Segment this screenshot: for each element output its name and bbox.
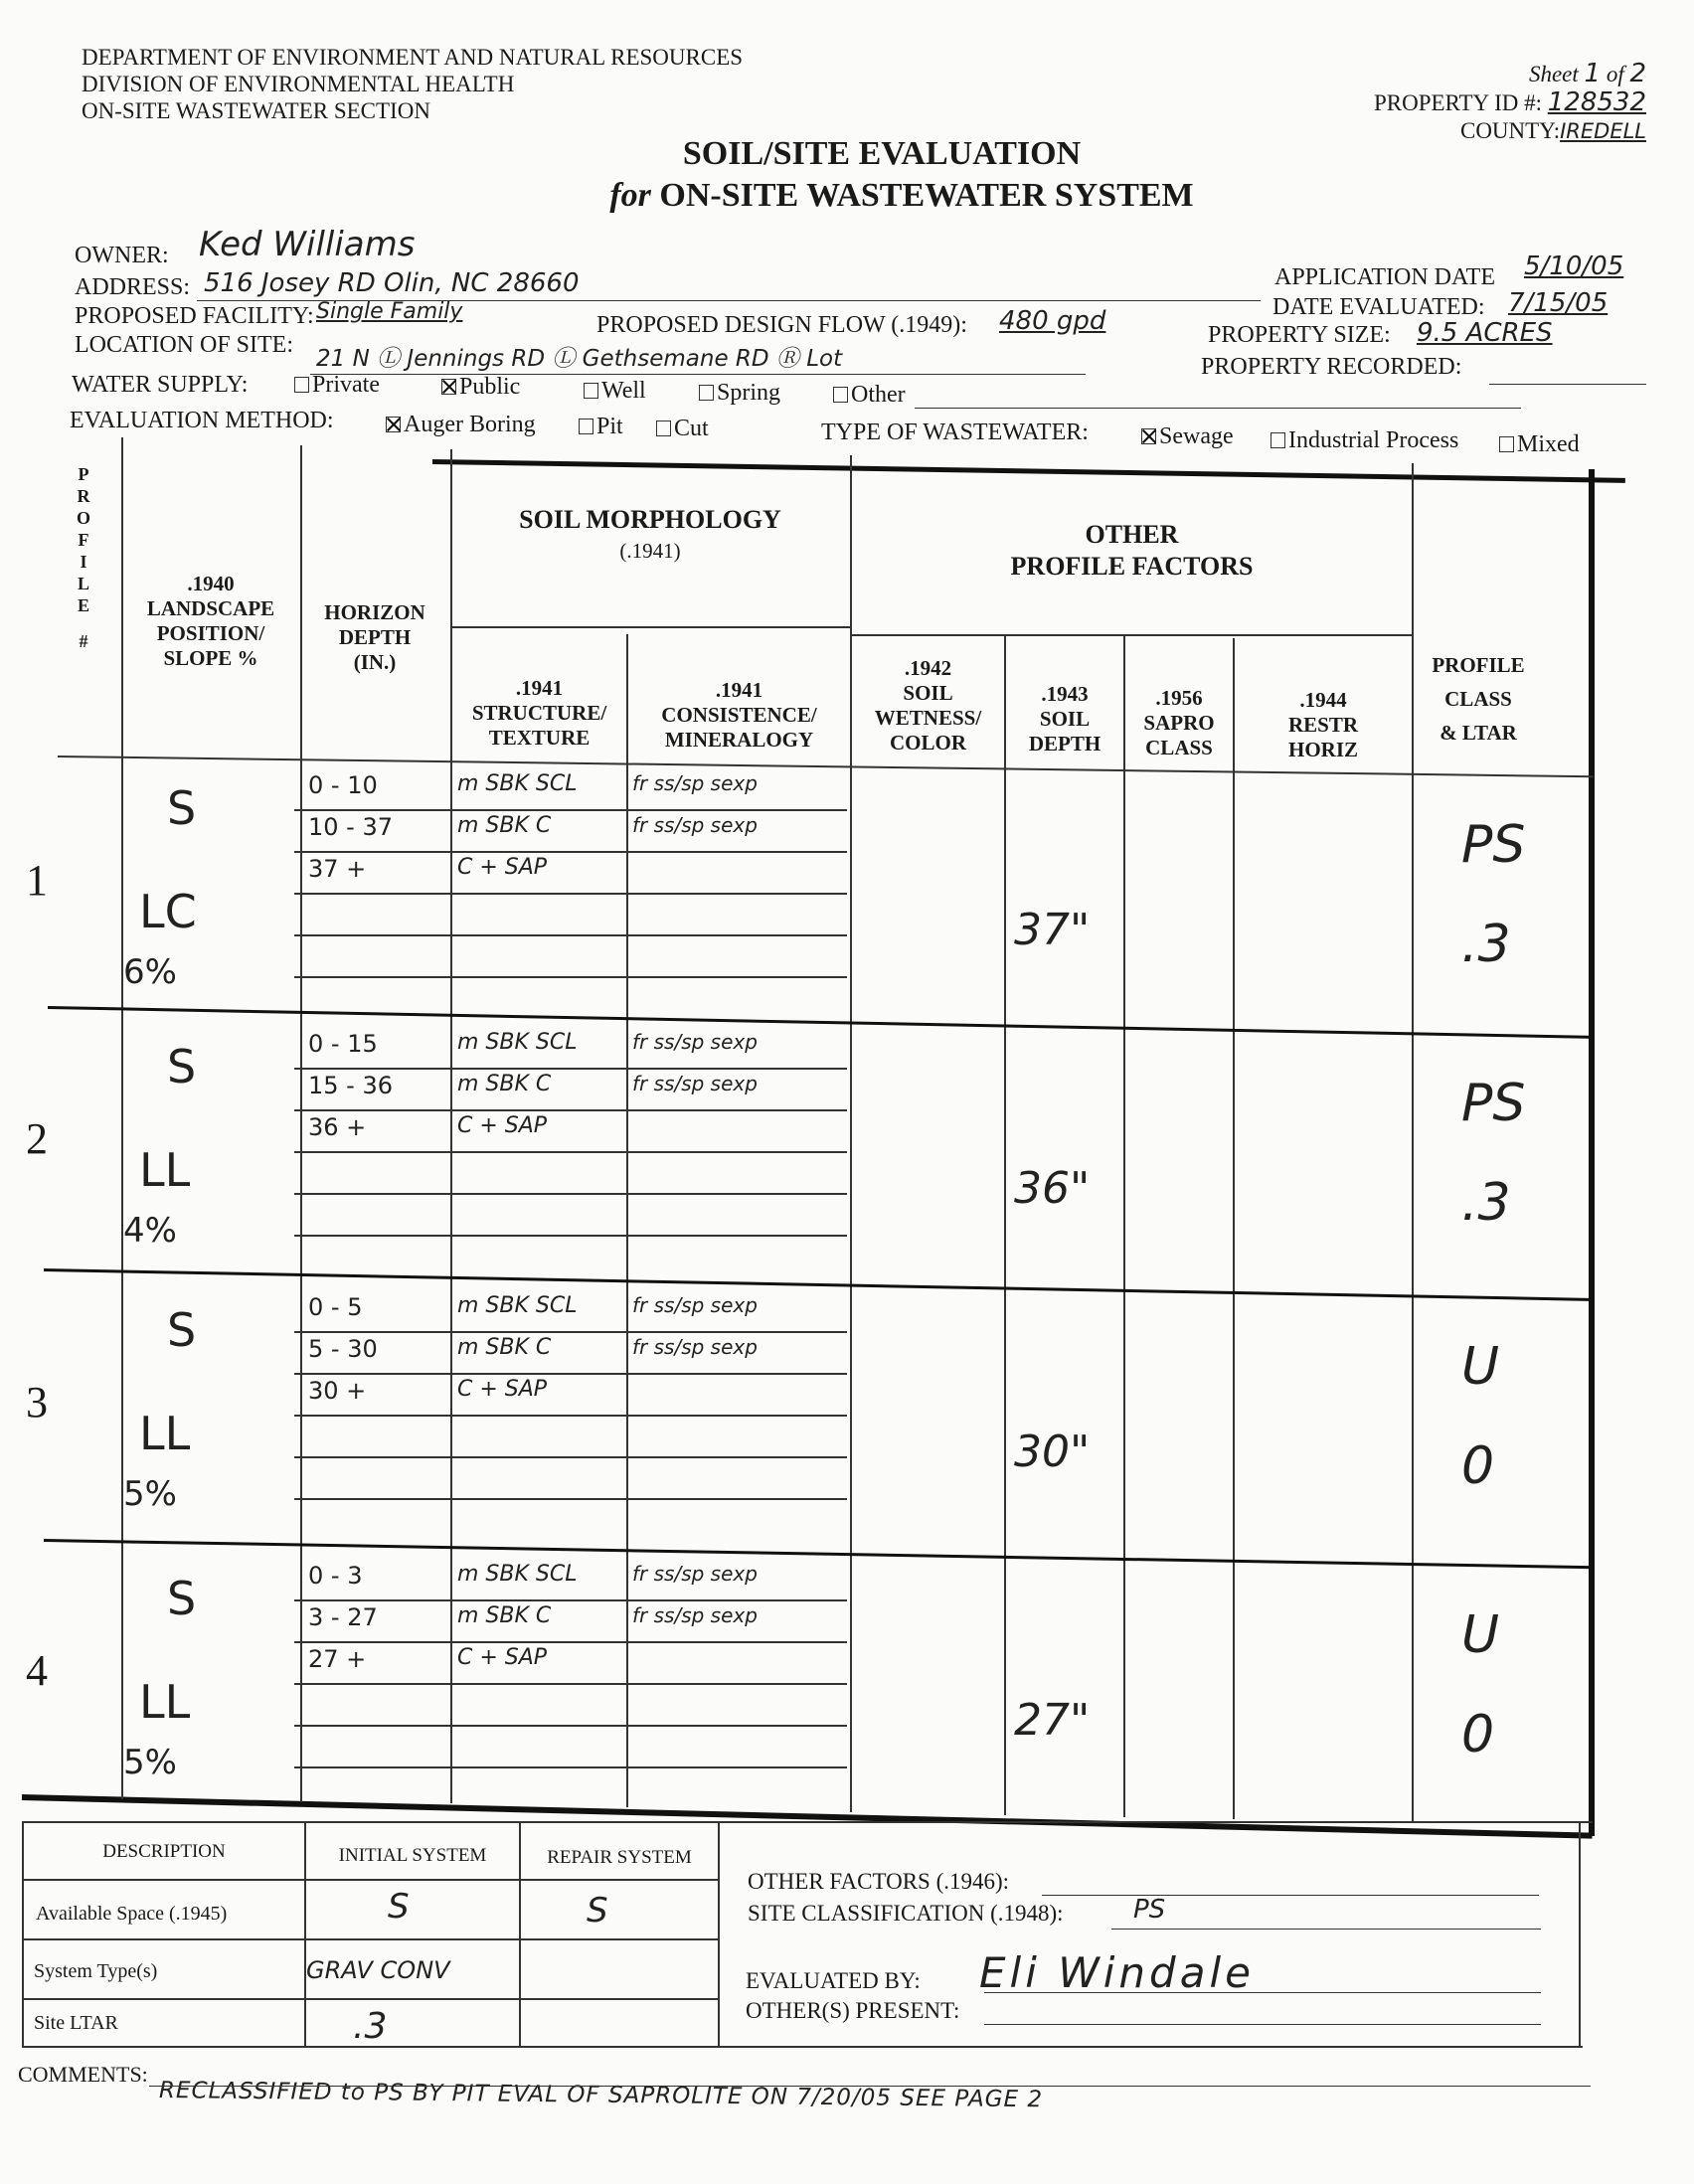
agency-line2: DIVISION OF ENVIRONMENTAL HEALTH bbox=[82, 72, 515, 96]
landform[interactable]: LL bbox=[139, 1675, 191, 1729]
ww-industrial[interactable] bbox=[1270, 427, 1458, 454]
checkbox[interactable] bbox=[699, 385, 714, 401]
water-public-label: Public bbox=[459, 374, 521, 400]
horizon-depth[interactable]: 0 - 3 bbox=[308, 1562, 363, 1590]
location-value[interactable]: 21 N Ⓛ Jennings RD Ⓛ Gethsemane RD Ⓡ Lot bbox=[316, 346, 843, 372]
form-subtitle-for: for bbox=[609, 177, 651, 214]
location-label: LOCATION OF SITE: bbox=[75, 332, 293, 358]
sheet-total: 2 bbox=[1629, 59, 1646, 88]
profile-number: 1 bbox=[26, 856, 48, 905]
facility-value[interactable]: Single Family bbox=[316, 299, 463, 324]
horizon-depth[interactable]: 27 + bbox=[308, 1645, 367, 1673]
county-value: IREDELL bbox=[1560, 119, 1646, 143]
summary-row-desc: Available Space (.1945) bbox=[36, 1903, 228, 1925]
table-top-rule bbox=[432, 459, 1625, 483]
ww-sewage-label: Sewage bbox=[1159, 423, 1234, 449]
other-factors-underline[interactable] bbox=[1042, 1895, 1539, 1896]
restr-header: .1944 RESTR HORIZ bbox=[1287, 688, 1359, 761]
eval-cut-label: Cut bbox=[674, 416, 709, 441]
horizon-depth[interactable]: 0 - 15 bbox=[308, 1030, 378, 1058]
checkbox[interactable] bbox=[294, 377, 309, 393]
consistence-mineralogy[interactable]: fr ss/sp sexp bbox=[632, 1562, 758, 1586]
application-date-label: APPLICATION DATE bbox=[1274, 264, 1495, 290]
slope-percent[interactable]: 5% bbox=[123, 1743, 177, 1782]
header-rule bbox=[850, 634, 1412, 636]
horizon-row-line bbox=[294, 976, 847, 978]
horizon-depth[interactable]: 15 - 36 bbox=[308, 1072, 393, 1099]
site-class-value[interactable]: PS bbox=[1133, 1895, 1166, 1925]
profile-header-label: PROFILE bbox=[77, 464, 91, 615]
slope-percent[interactable]: 4% bbox=[123, 1211, 177, 1251]
horizon-depth[interactable]: 0 - 10 bbox=[308, 771, 378, 799]
summary-rule bbox=[1579, 1823, 1581, 2046]
profile-ltar[interactable]: 0 bbox=[1461, 1436, 1495, 1496]
horizon-row-line bbox=[294, 1109, 847, 1111]
checkbox[interactable] bbox=[584, 383, 598, 399]
property-id-line bbox=[1374, 88, 1646, 117]
water-well-label: Well bbox=[601, 378, 646, 404]
county-label: COUNTY: bbox=[1459, 118, 1561, 143]
horizon-row-line bbox=[294, 1766, 847, 1768]
summary-header-initial: INITIAL SYSTEM bbox=[338, 1845, 487, 1866]
consistence-mineralogy[interactable]: fr ss/sp sexp bbox=[632, 1293, 758, 1317]
wetness-header: .1942 SOIL WETNESS/ COLOR bbox=[874, 656, 982, 755]
horizon-row-line bbox=[294, 1683, 847, 1685]
sheet-label: Sheet bbox=[1528, 62, 1579, 86]
sheet-number: 1 bbox=[1584, 59, 1602, 88]
eval-pit[interactable] bbox=[579, 414, 623, 440]
structure-texture[interactable]: m SBK C bbox=[457, 1072, 552, 1096]
profile-separator bbox=[44, 1539, 1595, 1569]
comments-underline bbox=[149, 2086, 1591, 2087]
structure-texture[interactable]: C + SAP bbox=[457, 1645, 548, 1670]
landscape-header: .1940 LANDSCAPE POSITION/ SLOPE % bbox=[146, 572, 275, 670]
horizon-row-line bbox=[294, 1498, 847, 1500]
summary-row-initial[interactable]: S bbox=[388, 1887, 410, 1927]
profile-separator bbox=[44, 1268, 1595, 1301]
horizon-row-line bbox=[294, 1193, 847, 1195]
profile-class[interactable]: PS bbox=[1461, 1074, 1526, 1133]
eval-auger-label: Auger Boring bbox=[404, 412, 536, 437]
summary-rule bbox=[22, 2046, 1583, 2048]
date-evaluated-label: DATE EVALUATED: bbox=[1272, 294, 1485, 320]
date-evaluated-value[interactable]: 7/15/05 bbox=[1508, 288, 1609, 318]
horizon-row-line bbox=[294, 1641, 847, 1643]
structure-texture[interactable]: m SBK SCL bbox=[457, 1293, 578, 1318]
structure-texture[interactable]: m SBK C bbox=[457, 1603, 552, 1628]
owner-value: Ked Williams bbox=[199, 225, 416, 264]
design-flow-label: PROPOSED DESIGN FLOW (.1949): bbox=[596, 312, 967, 338]
summary-rule bbox=[22, 1879, 718, 1881]
sheet-line bbox=[1374, 60, 1646, 88]
summary-row-desc: System Type(s) bbox=[34, 1960, 158, 1982]
sheet-info bbox=[1374, 60, 1646, 145]
summary-row-initial[interactable]: .3 bbox=[353, 2006, 388, 2047]
horizon-row-line bbox=[294, 1415, 847, 1417]
form-title: SOIL/SITE EVALUATION bbox=[682, 135, 1082, 172]
water-other-underline bbox=[915, 408, 1521, 409]
summary-rule bbox=[22, 1938, 718, 1940]
structure-texture[interactable]: C + SAP bbox=[457, 1377, 548, 1402]
facility-label: PROPOSED FACILITY: bbox=[75, 303, 314, 329]
property-id-label: PROPERTY ID #: bbox=[1373, 90, 1542, 115]
landscape-position[interactable]: S bbox=[167, 781, 197, 835]
water-spring[interactable] bbox=[699, 380, 780, 407]
structure-texture[interactable]: m SBK SCL bbox=[457, 771, 578, 796]
water-private-label: Private bbox=[312, 372, 380, 398]
consistence-mineralogy[interactable]: fr ss/sp sexp bbox=[632, 1030, 758, 1054]
table-right-rule bbox=[1589, 469, 1595, 1836]
horizon-row-line bbox=[294, 1725, 847, 1727]
water-spring-label: Spring bbox=[717, 380, 781, 406]
horizon-row-line bbox=[294, 1068, 847, 1070]
location-underline bbox=[310, 374, 1086, 375]
profile-number: 4 bbox=[26, 1646, 48, 1695]
horizon-row-line bbox=[294, 1456, 847, 1458]
structure-texture[interactable]: C + SAP bbox=[457, 855, 548, 880]
consistence-mineralogy[interactable]: fr ss/sp sexp bbox=[632, 813, 758, 837]
summary-rule bbox=[718, 1823, 720, 2046]
horizon-depth[interactable]: 10 - 37 bbox=[308, 813, 393, 841]
ww-mixed[interactable] bbox=[1499, 431, 1580, 458]
soil-depth-value[interactable]: 36" bbox=[1014, 1163, 1091, 1214]
ww-industrial-label: Industrial Process bbox=[1288, 427, 1459, 453]
consistence-header: .1941 CONSISTENCE/ MINERALOGY bbox=[661, 678, 817, 752]
others-present-label: OTHER(S) PRESENT: bbox=[746, 1998, 960, 2023]
consistence-mineralogy[interactable]: fr ss/sp sexp bbox=[632, 771, 758, 795]
slope-percent[interactable]: 5% bbox=[123, 1474, 177, 1514]
landscape-position[interactable]: S bbox=[167, 1572, 197, 1625]
horizon-row-line bbox=[294, 1331, 847, 1333]
class-header: PROFILE CLASS & LTAR bbox=[1432, 653, 1525, 745]
horizon-depth[interactable]: 3 - 27 bbox=[308, 1603, 378, 1631]
property-size-label: PROPERTY SIZE: bbox=[1208, 322, 1391, 348]
horizon-depth[interactable]: 5 - 30 bbox=[308, 1335, 378, 1363]
property-id-value: 128532 bbox=[1547, 87, 1646, 117]
summary-rule bbox=[22, 1821, 1593, 1823]
checkbox[interactable] bbox=[579, 419, 593, 434]
water-well[interactable] bbox=[584, 378, 646, 405]
horizon-row-line bbox=[294, 851, 847, 853]
evaluated-by-signature: Eli Windale bbox=[979, 1948, 1255, 1997]
col-rule bbox=[1123, 636, 1125, 1817]
summary-header-desc: DESCRIPTION bbox=[102, 1841, 226, 1862]
water-supply-label: WATER SUPPLY: bbox=[72, 372, 249, 398]
eval-pit-label: Pit bbox=[596, 414, 623, 439]
address-label: ADDRESS: bbox=[75, 274, 191, 300]
comments-label: COMMENTS: bbox=[18, 2062, 148, 2087]
table-bottom-rule bbox=[22, 1794, 1593, 1839]
landscape-position[interactable]: S bbox=[167, 1040, 197, 1093]
profile-class[interactable]: U bbox=[1461, 1605, 1500, 1665]
profile-separator bbox=[48, 1006, 1594, 1039]
form-subtitle-text: ON-SITE WASTEWATER SYSTEM bbox=[659, 177, 1194, 214]
checkbox[interactable] bbox=[1270, 432, 1285, 448]
profile-number: 3 bbox=[26, 1378, 48, 1427]
comments-value[interactable]: RECLASSIFIED to PS BY PIT EVAL OF SAPROLITE ON 7/20/05 SEE PAGE 2 bbox=[158, 2078, 1044, 2113]
landscape-position[interactable]: S bbox=[167, 1303, 197, 1357]
other-factors-header: OTHER PROFILE FACTORS bbox=[1010, 520, 1254, 581]
profile-ltar[interactable]: .3 bbox=[1461, 1173, 1511, 1233]
summary-rule bbox=[22, 1998, 718, 2000]
col-rule bbox=[1233, 638, 1235, 1819]
summary-row-desc: Site LTAR bbox=[34, 2012, 118, 2034]
eval-auger[interactable] bbox=[386, 412, 536, 438]
horizon-depth[interactable]: 30 + bbox=[308, 1377, 367, 1405]
eval-cut[interactable] bbox=[656, 416, 709, 442]
site-class-underline bbox=[1111, 1929, 1541, 1930]
checkbox-checked[interactable] bbox=[386, 417, 401, 432]
horizon-row-line bbox=[294, 1151, 847, 1153]
checkbox[interactable] bbox=[1499, 436, 1514, 452]
checkbox-checked[interactable] bbox=[441, 379, 456, 395]
consistence-mineralogy[interactable]: fr ss/sp sexp bbox=[632, 1603, 758, 1627]
soil-depth-value[interactable]: 37" bbox=[1014, 905, 1091, 955]
evaluated-by-label: EVALUATED BY: bbox=[746, 1968, 921, 1993]
property-recorded-label: PROPERTY RECORDED: bbox=[1201, 354, 1462, 380]
others-present-underline[interactable] bbox=[984, 2024, 1541, 2025]
agency-line1: DEPARTMENT OF ENVIRONMENT AND NATURAL RESOURCES bbox=[82, 45, 744, 70]
water-other[interactable] bbox=[833, 382, 906, 409]
application-date-value[interactable]: 5/10/05 bbox=[1524, 252, 1624, 281]
water-private[interactable] bbox=[294, 372, 380, 399]
evaluated-by-underline bbox=[984, 1992, 1541, 1993]
horizon-row-line bbox=[294, 893, 847, 895]
header-rule bbox=[450, 626, 850, 628]
soil-depth-value[interactable]: 30" bbox=[1014, 1427, 1091, 1477]
horizon-row-line bbox=[294, 1599, 847, 1601]
structure-texture[interactable]: m SBK C bbox=[457, 813, 552, 838]
structure-texture[interactable]: m SBK C bbox=[457, 1335, 552, 1360]
site-class-label: SITE CLASSIFICATION (.1948): bbox=[748, 1901, 1064, 1926]
wastewater-label: TYPE OF WASTEWATER: bbox=[821, 420, 1089, 445]
agency-header bbox=[82, 44, 743, 124]
horizon-row-line bbox=[294, 809, 847, 811]
landform[interactable]: LC bbox=[139, 885, 197, 938]
ww-mixed-label: Mixed bbox=[1517, 431, 1580, 457]
profile-header-num: # bbox=[79, 631, 88, 651]
other-factors-label: OTHER FACTORS (.1946): bbox=[748, 1869, 1010, 1894]
summary-header-repair: REPAIR SYSTEM bbox=[547, 1847, 692, 1868]
ww-sewage[interactable] bbox=[1141, 423, 1234, 450]
profile-class[interactable]: U bbox=[1461, 1337, 1500, 1397]
water-public[interactable] bbox=[441, 374, 520, 401]
profile-class[interactable]: PS bbox=[1461, 815, 1526, 875]
owner-label: OWNER: bbox=[75, 243, 169, 268]
soil-morphology-header: SOIL MORPHOLOGY bbox=[519, 505, 781, 534]
soil-morphology-subheader: (.1941) bbox=[619, 539, 681, 563]
checkbox-checked[interactable] bbox=[1141, 428, 1156, 444]
horizon-depth[interactable]: 37 + bbox=[308, 855, 367, 883]
sapro-header: .1956 SAPRO CLASS bbox=[1143, 686, 1215, 759]
soil-depth-value[interactable]: 27" bbox=[1014, 1695, 1091, 1746]
structure-header: .1941 STRUCTURE/ TEXTURE bbox=[471, 676, 607, 750]
soil-depth-header: .1943 SOIL DEPTH bbox=[1028, 682, 1101, 756]
profile-number: 2 bbox=[26, 1114, 48, 1163]
profile-ltar[interactable]: 0 bbox=[1461, 1705, 1495, 1764]
property-recorded-underline[interactable] bbox=[1489, 384, 1646, 385]
consistence-mineralogy[interactable]: fr ss/sp sexp bbox=[632, 1335, 758, 1359]
profile-header bbox=[64, 463, 103, 652]
horizon-row-line bbox=[294, 1235, 847, 1237]
sheet-of: of bbox=[1606, 62, 1624, 86]
summary-row-initial[interactable]: GRAV CONV bbox=[306, 1956, 450, 1984]
summary-row-repair[interactable]: S bbox=[587, 1891, 608, 1931]
agency-line3: ON-SITE WASTEWATER SECTION bbox=[82, 98, 430, 123]
horizon-depth[interactable]: 36 + bbox=[308, 1113, 367, 1141]
horizon-row-line bbox=[294, 1373, 847, 1375]
evaluation-method-label: EVALUATION METHOD: bbox=[70, 408, 334, 433]
checkbox[interactable] bbox=[656, 420, 671, 436]
structure-texture[interactable]: C + SAP bbox=[457, 1113, 548, 1138]
slope-percent[interactable]: 6% bbox=[123, 952, 177, 992]
consistence-mineralogy[interactable]: fr ss/sp sexp bbox=[632, 1072, 758, 1095]
property-size-value[interactable]: 9.5 ACRES bbox=[1417, 318, 1553, 348]
horizon-depth[interactable]: 0 - 5 bbox=[308, 1293, 363, 1321]
structure-texture[interactable]: m SBK SCL bbox=[457, 1030, 578, 1055]
form-subtitle bbox=[0, 177, 1694, 215]
profile-ltar[interactable]: .3 bbox=[1461, 915, 1511, 974]
design-flow-value[interactable]: 480 gpd bbox=[999, 306, 1106, 336]
water-other-label: Other bbox=[851, 382, 906, 408]
col-rule bbox=[1004, 636, 1006, 1815]
horizon-row-line bbox=[294, 934, 847, 936]
structure-texture[interactable]: m SBK SCL bbox=[457, 1562, 578, 1587]
checkbox[interactable] bbox=[833, 387, 848, 403]
landform[interactable]: LL bbox=[139, 1143, 191, 1197]
address-value[interactable]: 516 Josey RD Olin, NC 28660 bbox=[204, 268, 580, 298]
landform[interactable]: LL bbox=[139, 1407, 191, 1460]
horizon-header: HORIZON DEPTH (IN.) bbox=[324, 600, 425, 674]
